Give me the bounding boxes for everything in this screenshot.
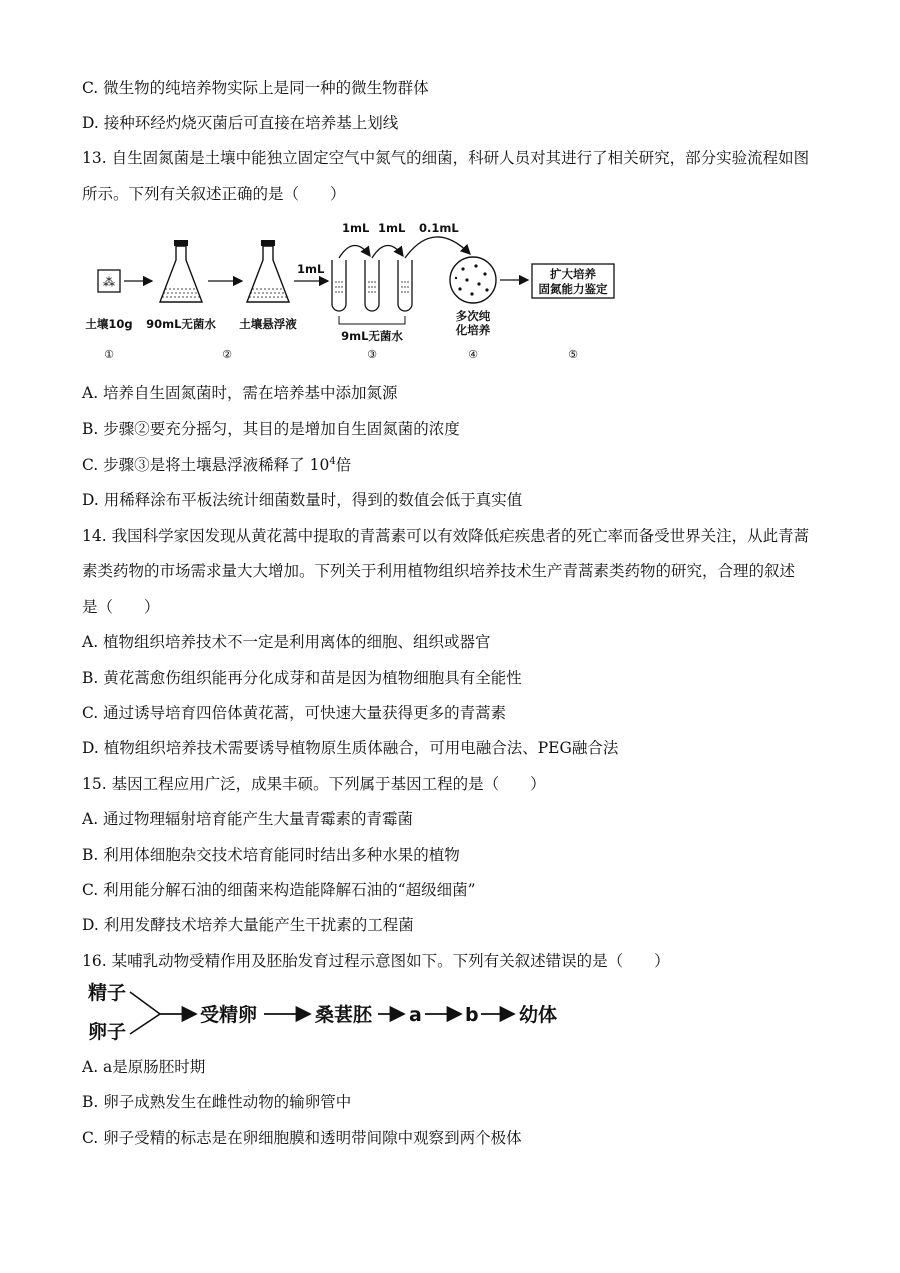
juvenile-label: 幼体 <box>519 1004 558 1026</box>
step-3-label: ③ <box>367 348 377 361</box>
q14-stem-line3: 是（ ） <box>82 598 160 616</box>
step-4-label: ④ <box>468 348 478 361</box>
q15-option-c: C. 利用能分解石油的细菌来构造能降解石油的“超级细菌” <box>82 881 476 899</box>
q15-stem: 15. 基因工程应用广泛，成果丰硕。下列属于基因工程的是（ ） <box>82 775 546 793</box>
q13-stem-line1: 13. 自生固氮菌是土壤中能独立固定空气中氮气的细菌，科研人员对其进行了相关研究，部分实验流程如图 <box>82 149 810 167</box>
q15-option-d: D. 利用发酵技术培养大量能产生干扰素的工程菌 <box>82 916 414 934</box>
soil-sample-icon <box>98 270 120 292</box>
q16-option-c: C. 卵子受精的标志是在卵细胞膜和透明带间隙中观察到两个极体 <box>82 1129 522 1147</box>
soil-label: 土壤10g <box>85 317 133 331</box>
q16-option-b: B. 卵子成熟发生在雌性动物的输卵管中 <box>82 1093 352 1111</box>
sterile-water-90-label: 90mL无菌水 <box>146 317 216 331</box>
q14-option-b: B. 黄花蒿愈伤组织能再分化成芽和苗是因为植物细胞具有全能性 <box>82 669 522 687</box>
sterile-water-9-label: 9mL无菌水 <box>341 329 403 343</box>
flask-soil-suspension-icon <box>247 240 289 302</box>
stage-b-label: b <box>465 1004 479 1026</box>
box-expand-culture-label: 扩大培养 <box>550 267 596 281</box>
step-1-label: ① <box>104 348 114 361</box>
purification-label-line2: 化培养 <box>455 323 491 337</box>
q15-option-a: A. 通过物理辐射培育能产生大量青霉素的青霉菌 <box>82 810 414 828</box>
q15-option-b: B. 利用体细胞杂交技术培育能同时结出多种水果的植物 <box>82 846 460 864</box>
q13-stem-line2: 所示。下列有关叙述正确的是（ ） <box>82 185 346 203</box>
transfer-volume-label: 1mL <box>297 262 325 276</box>
dilution-tubes-icon <box>332 237 470 324</box>
q14-option-c: C. 通过诱导培育四倍体黄花蒿，可快速大量获得更多的青蒿素 <box>82 704 507 722</box>
petri-dish-icon <box>450 257 496 303</box>
q16-fertilization-diagram <box>84 978 584 1046</box>
q13-option-c: C. 步骤③是将土壤悬浮液稀释了 $10^4$倍 <box>82 455 352 474</box>
tube-transfer-2-label: 1mL <box>378 221 406 235</box>
sperm-label: 精子 <box>88 982 127 1004</box>
q14-stem-line2: 素类药物的市场需求量大大增加。下列关于利用植物组织培养技术生产青蒿素类药物的研究，合理的叙述 <box>82 562 796 580</box>
egg-label: 卵子 <box>88 1021 127 1043</box>
option-prev-c: C. 微生物的纯培养物实际上是同一种的微生物群体 <box>82 79 429 97</box>
q13-option-b: B. 步骤②要充分摇匀，其目的是增加自生固氮菌的浓度 <box>82 420 460 438</box>
q14-option-d: D. 植物组织培养技术需要诱导植物原生质体融合，可用电融合法、PEG融合法 <box>82 739 619 757</box>
q13-option-d: D. 用稀释涂布平板法统计细菌数量时，得到的数值会低于真实值 <box>82 491 523 509</box>
q16-stem: 16. 某哺乳动物受精作用及胚胎发育过程示意图如下。下列有关叙述错误的是（ ） <box>82 952 670 970</box>
stage-a-label: a <box>409 1004 422 1026</box>
option-prev-d: D. 接种环经灼烧灭菌后可直接在培养基上划线 <box>82 114 399 132</box>
soil-suspension-label: 土壤悬浮液 <box>239 317 297 331</box>
morula-label: 桑葚胚 <box>315 1004 373 1026</box>
step-2-label: ② <box>222 348 232 361</box>
box-nitrogen-fixation-label: 固氮能力鉴定 <box>538 282 608 296</box>
purification-label-line1: 多次纯 <box>455 309 491 323</box>
svg-text:⁂: ⁂ <box>103 275 115 289</box>
q13-option-a: A. 培养自生固氮菌时，需在培养基中添加氮源 <box>82 384 398 402</box>
zygote-label: 受精卵 <box>200 1004 258 1026</box>
q13-experiment-diagram <box>82 212 642 364</box>
q14-stem-line1: 14. 我国科学家因发现从黄花蒿中提取的青蒿素可以有效降低疟疾患者的死亡率而备受世界关注，从此青蒿 <box>82 527 810 545</box>
q16-option-a: A. a是原肠胚时期 <box>82 1058 206 1076</box>
plate-transfer-label: 0.1mL <box>419 221 459 235</box>
step-5-label: ⑤ <box>568 348 578 361</box>
merge-bracket-icon <box>130 992 160 1034</box>
tube-transfer-1-label: 1mL <box>342 221 370 235</box>
flask-sterile-water-icon <box>160 240 202 302</box>
q14-option-a: A. 植物组织培养技术不一定是利用离体的细胞、组织或器官 <box>82 633 491 651</box>
